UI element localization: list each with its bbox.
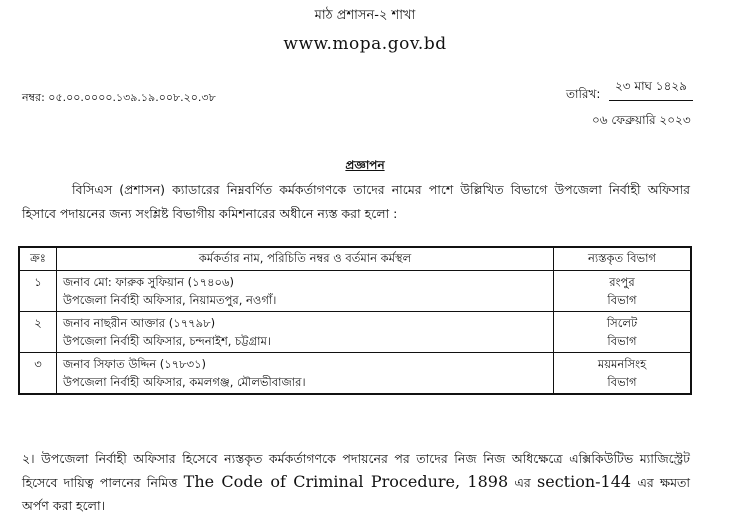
paragraph-2-part3: এর ক্ষমতা অর্পণ করা হলো। — [22, 475, 691, 513]
division-name: সিলেট — [606, 316, 638, 330]
officer-name: জনাব সিফাত উদ্দিন (১৭৮৩১) — [63, 357, 207, 371]
division-cell — [554, 312, 692, 353]
notice-title: প্রজ্ঞাপন — [345, 158, 385, 172]
division-cell — [554, 353, 692, 395]
table-row — [19, 353, 691, 395]
website-link[interactable]: www.mopa.gov.bd — [283, 34, 447, 54]
date-bangla: ২৩ মাঘ ১৪২৯ — [609, 78, 693, 101]
paragraph-2 — [22, 447, 690, 517]
header-officer: কর্মকর্তার নাম, পরিচিতি নম্বর ও বর্তমান কর্মস্থল — [57, 247, 554, 271]
division-suffix: বিভাগ — [607, 375, 637, 389]
paragraph-1: বিসিএস (প্রশাসন) ক্যাডারের নিম্নবর্ণিত কর্মকর্তাগণকে তাদের নামের পাশে উল্লিখিত বিভাগে উপজেলা নির্বাহী অফিসার হিসাবে পদায়নের জন্য সংশ্লিষ্ট বিভাগীয় কমিশনারের অধীনে ন্যস্ত করা হলো : — [22, 182, 690, 221]
officer-cell — [57, 271, 554, 312]
officer-posting: উপজেলা নির্বাহী অফিসার, চন্দনাইশ, চট্টগ্রাম। — [63, 334, 271, 348]
row-serial: ৩ — [19, 353, 57, 395]
date-english: ০৬ ফেব্রুয়ারি ২০২৩ — [592, 113, 691, 127]
table-header-row — [19, 247, 691, 271]
paragraph-2-part1: ২। উপজেলা নির্বাহী অফিসার হিসেবে ন্যস্তকৃত কর্মকর্তাগণকে পদায়নের পর তাদের নিজ নিজ অধিক্ষেত্রে এক্সিকিউটিভ ম্যাজিস্ট্রেট হিসেবে দায়িত্ব পালনের নিমিত্ত — [22, 451, 690, 490]
officer-name: জনাব মো: ফারুক সুফিয়ান (১৭৪০৬) — [63, 275, 234, 289]
memo-number: নম্বর: ০৫.০০.০০০০.১৩৯.১৯.০০৮.২০.৩৮ — [22, 91, 216, 104]
officer-name: জনাব নাছরীন আক্তার (১৭৭৯৮) — [63, 316, 216, 330]
division-suffix: বিভাগ — [607, 334, 637, 348]
officer-cell — [57, 353, 554, 395]
table-row — [19, 312, 691, 353]
law-name: The Code of Criminal Procedure, 1898 — [183, 472, 509, 491]
section-number: section-144 — [537, 472, 632, 491]
row-serial: ২ — [19, 312, 57, 353]
row-serial: ১ — [19, 271, 57, 312]
paragraph-2-part2: এর — [508, 475, 538, 490]
division-cell — [554, 271, 692, 312]
branch-name: মাঠ প্রশাসন-২ শাখা — [314, 8, 416, 23]
header-serial: ক্রঃ — [19, 247, 57, 271]
officers-table — [18, 246, 692, 395]
division-name: রংপুর — [609, 275, 635, 289]
table-row — [19, 271, 691, 312]
officer-posting: উপজেলা নির্বাহী অফিসার, নিয়ামতপুর, নওগাঁ। — [63, 293, 277, 307]
division-name: ময়মনসিংহ — [597, 357, 647, 371]
header-division: ন্যস্তকৃত বিভাগ — [554, 247, 692, 271]
officer-cell — [57, 312, 554, 353]
officer-posting: উপজেলা নির্বাহী অফিসার, কমলগঞ্জ, মৌলভীবাজার। — [63, 375, 306, 389]
date-label: তারিখ: — [566, 87, 601, 101]
division-suffix: বিভাগ — [607, 293, 637, 307]
